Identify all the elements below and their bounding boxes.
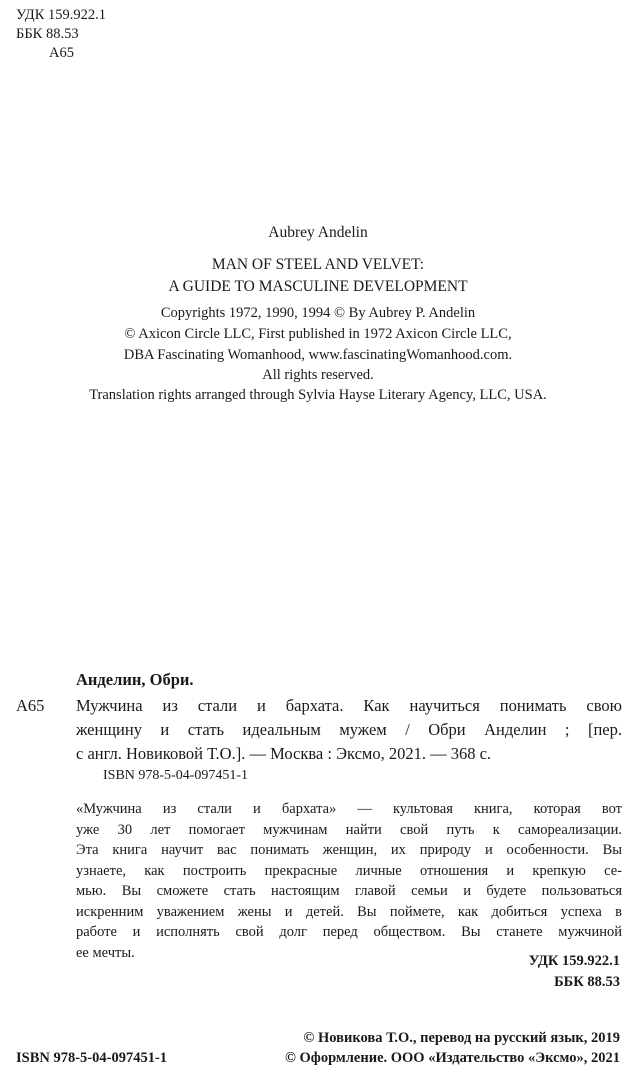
header-bbk: ББК 88.53 xyxy=(16,26,79,42)
catalog-bbk: ББК 88.53 xyxy=(554,974,620,990)
catalog-author-code: А65 xyxy=(16,696,45,715)
description-line: мью. Вы сможете стать настоящим главой семьи и будете пользоваться xyxy=(76,883,622,899)
catalog-title-line: с англ. Новиковой Т.О.]. — Москва : Эксмо, 2021. — 368 с. xyxy=(76,744,492,763)
description-line: работе и исполнять свой долг перед обществом. Вы станете мужчиной xyxy=(76,924,622,940)
rights-line: DBA Fascinating Womanhood, www.fascinatingWomanhood.com. xyxy=(123,347,513,363)
header-author-code: А65 xyxy=(49,45,74,61)
copyright-design: © Оформление. ООО «Издательство «Эксмо», 2021 xyxy=(285,1050,620,1066)
catalog-isbn: ISBN 978-5-04-097451-1 xyxy=(103,768,249,783)
rights-line: © Axicon Circle LLC, First published in 1972 Axicon Circle LLC, xyxy=(124,326,512,342)
catalog-udk: УДК 159.922.1 xyxy=(528,953,620,969)
catalog-author: Анделин, Обри. xyxy=(76,670,194,689)
original-title-line-1: MAN OF STEEL AND VELVET: xyxy=(211,256,425,273)
header-udk: УДК 159.922.1 xyxy=(16,7,106,23)
catalog-title-line: Мужчина из стали и бархата. Как научиться понимать свою xyxy=(76,696,622,715)
description-line: Эта книга научит вас понимать женщин, их природу и особенности. Вы xyxy=(76,842,622,858)
rights-line: All rights reserved. xyxy=(262,367,374,383)
catalog-title-line: женщину и стать идеальным мужем / Обри Анделин ; [пер. xyxy=(76,720,622,739)
original-author: Aubrey Andelin xyxy=(268,224,368,241)
rights-line: Copyrights 1972, 1990, 1994 © By Aubrey P. Andelin xyxy=(160,305,476,321)
catalog-title-block xyxy=(76,694,622,766)
description-line: узнаете, как построить прекрасные личные отношения и крепкую се- xyxy=(76,862,622,879)
original-title-line-2: A GUIDE TO MASCULINE DEVELOPMENT xyxy=(168,278,468,295)
footer-isbn: ISBN 978-5-04-097451-1 xyxy=(16,1050,168,1066)
description-line: искренним уважением жены и детей. Вы поймете, как добиться успеха в xyxy=(76,903,622,920)
catalog-description xyxy=(76,799,622,963)
description-line: ее мечты. xyxy=(76,944,135,961)
copyright-translation: © Новикова Т.О., перевод на русский язык, 2019 xyxy=(303,1030,620,1046)
rights-line: Translation rights arranged through Sylvia Hayse Literary Agency, LLC, USA. xyxy=(89,387,547,403)
description-line: уже 30 лет помогает мужчинам найти свой путь к самореализации. xyxy=(76,821,622,838)
description-line: «Мужчина из стали и бархата» — культовая книга, которая вот xyxy=(76,801,622,817)
